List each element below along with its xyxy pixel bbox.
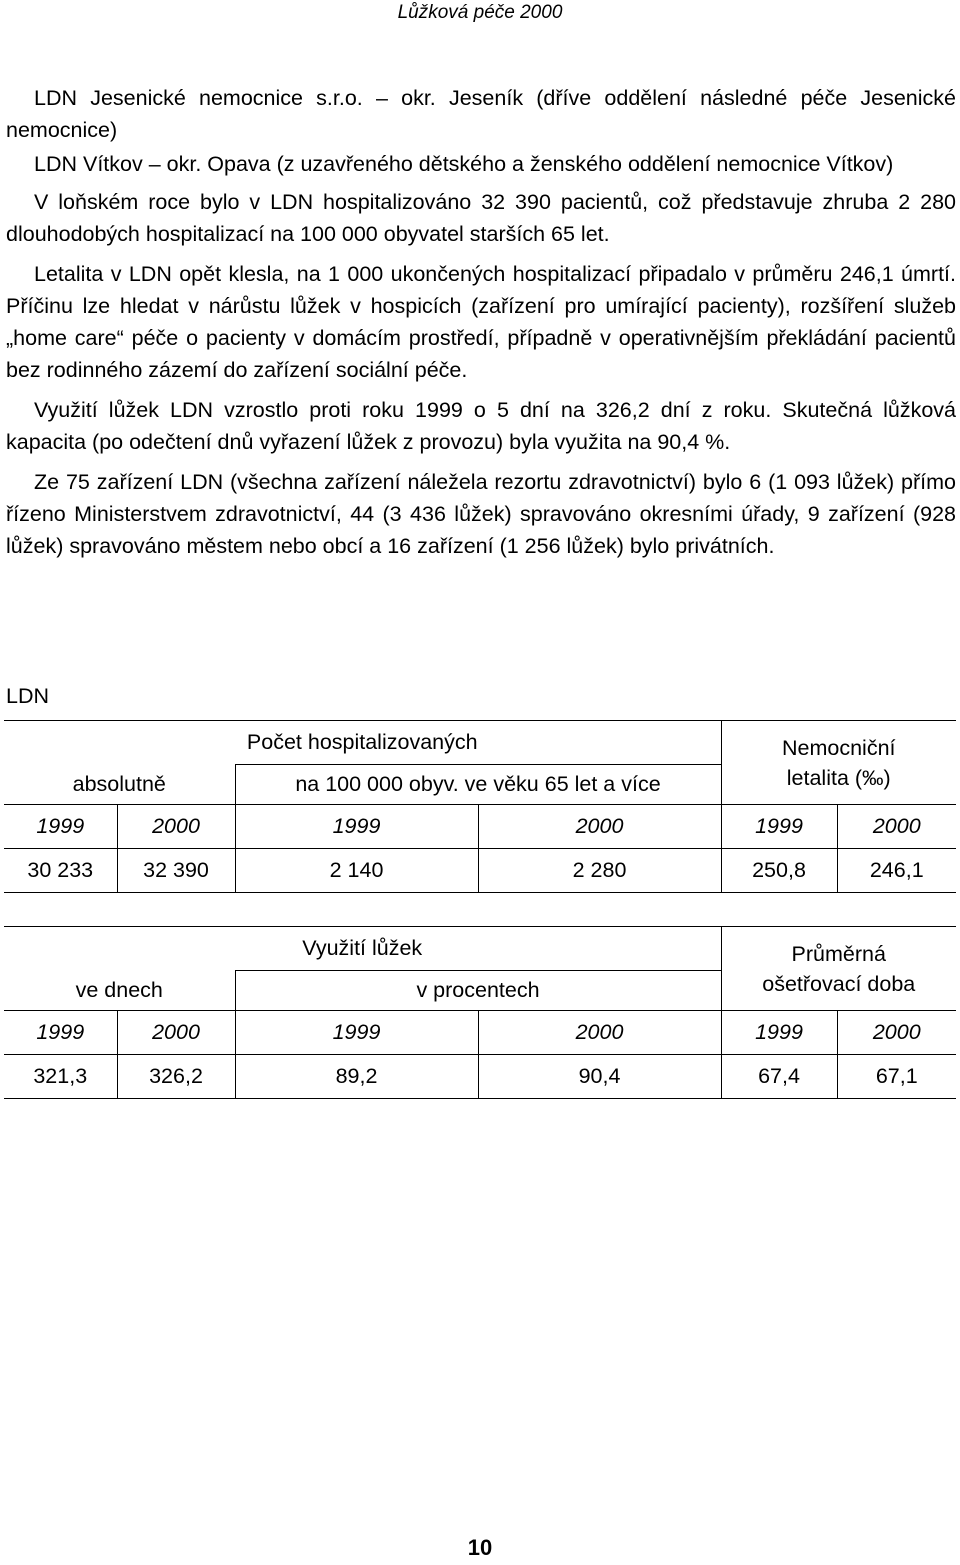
- table2-value: 89,2: [235, 1055, 478, 1099]
- table1-header-row-1: [4, 721, 956, 765]
- table1-col-letalita: Nemocniční letalita (‰): [721, 721, 956, 805]
- table2-year: 1999: [235, 1011, 478, 1055]
- paragraph-bed-usage: Využití lůžek LDN vzrostlo proti roku 1999 o 5 dní na 326,2 dní z roku. Skutečná lůžková kapacita (po odečtení dnů vyřazení lůžek z provozu) byla využita na 90,4 %.: [6, 398, 956, 454]
- table2-value-row: [4, 1055, 956, 1099]
- table2-col-days: ve dnech: [4, 971, 235, 1011]
- table2-year: 1999: [721, 1011, 837, 1055]
- table1-value-row: [4, 849, 956, 893]
- paragraph-facilities: Ze 75 zařízení LDN (všechna zařízení náležela rezortu zdravotnictví) bylo 6 (1 093 lůžek) přímo řízeno Ministerstvem zdravotnictví, 44 (3 436 lůžek) spravováno okresními úřady, 9 zařízení (928 lůžek) spravováno městem nebo obcí a 16 zařízení (1 256 lůžek) bylo privátních.: [6, 470, 956, 558]
- table1-year-row: [4, 805, 956, 849]
- body-text: [6, 82, 956, 568]
- paragraph-ldn-vitkov: LDN Vítkov – okr. Opava (z uzavřeného dětského a ženského oddělení nemocnice Vítkov): [34, 152, 894, 176]
- table1-year: 1999: [235, 805, 478, 849]
- table1-year: 1999: [721, 805, 837, 849]
- table1-value: 2 280: [478, 849, 721, 893]
- table1-col-per100k: na 100 000 obyv. ve věku 65 let a více: [235, 765, 721, 805]
- table2-year: 2000: [478, 1011, 721, 1055]
- paragraph-ldn-jesenik: LDN Jesenické nemocnice s.r.o. – okr. Jeseník (dříve oddělení následné péče Jesenické nemocnice): [6, 86, 956, 142]
- table1-value: 32 390: [117, 849, 235, 893]
- table2-value: 67,1: [837, 1055, 956, 1099]
- table2-year: 2000: [117, 1011, 235, 1055]
- running-header: Lůžková péče 2000: [397, 2, 563, 23]
- table1-year: 2000: [837, 805, 956, 849]
- table2-value: 67,4: [721, 1055, 837, 1099]
- paragraph-letalita: Letalita v LDN opět klesla, na 1 000 ukončených hospitalizací připadalo v průměru 246,1 úmrtí. Příčinu lze hledat v nárůstu lůžek v hospicích (zařízení pro umírající pacienty), rozšíření služeb „home care“ péče o pacienty v domácím prostředí, případně v operativnějším překládání pacientů bez rodinného zázemí do zařízení sociální péče.: [6, 262, 956, 382]
- bed-usage-table: [4, 926, 956, 1099]
- table1-value: 250,8: [721, 849, 837, 893]
- table1-year: 1999: [4, 805, 117, 849]
- table1-year: 2000: [117, 805, 235, 849]
- table1-col-absolute: absolutně: [4, 765, 235, 805]
- table2-value: 321,3: [4, 1055, 117, 1099]
- table1-value: 246,1: [837, 849, 956, 893]
- table1-group-header: Počet hospitalizovaných: [4, 721, 721, 765]
- table2-value: 326,2: [117, 1055, 235, 1099]
- table2-year-row: [4, 1011, 956, 1055]
- table1-value: 2 140: [235, 849, 478, 893]
- hospitalization-table: [4, 720, 956, 893]
- table2-value: 90,4: [478, 1055, 721, 1099]
- table2-year: 1999: [4, 1011, 117, 1055]
- page-number: 10: [467, 1535, 493, 1560]
- table2-col-percent: v procentech: [235, 971, 721, 1011]
- table1-year: 2000: [478, 805, 721, 849]
- table2-year: 2000: [837, 1011, 956, 1055]
- table2-col-avg: Průměrná ošetřovací doba: [721, 927, 956, 1011]
- table2-group-header: Využití lůžek: [4, 927, 721, 971]
- table1-value: 30 233: [4, 849, 117, 893]
- table2-header-row-1: [4, 927, 956, 971]
- paragraph-hospitalization: V loňském roce bylo v LDN hospitalizováno 32 390 pacientů, což představuje zhruba 2 280 dlouhodobých hospitalizací na 100 000 obyvatel starších 65 let.: [6, 190, 956, 246]
- section-label: LDN: [6, 684, 50, 708]
